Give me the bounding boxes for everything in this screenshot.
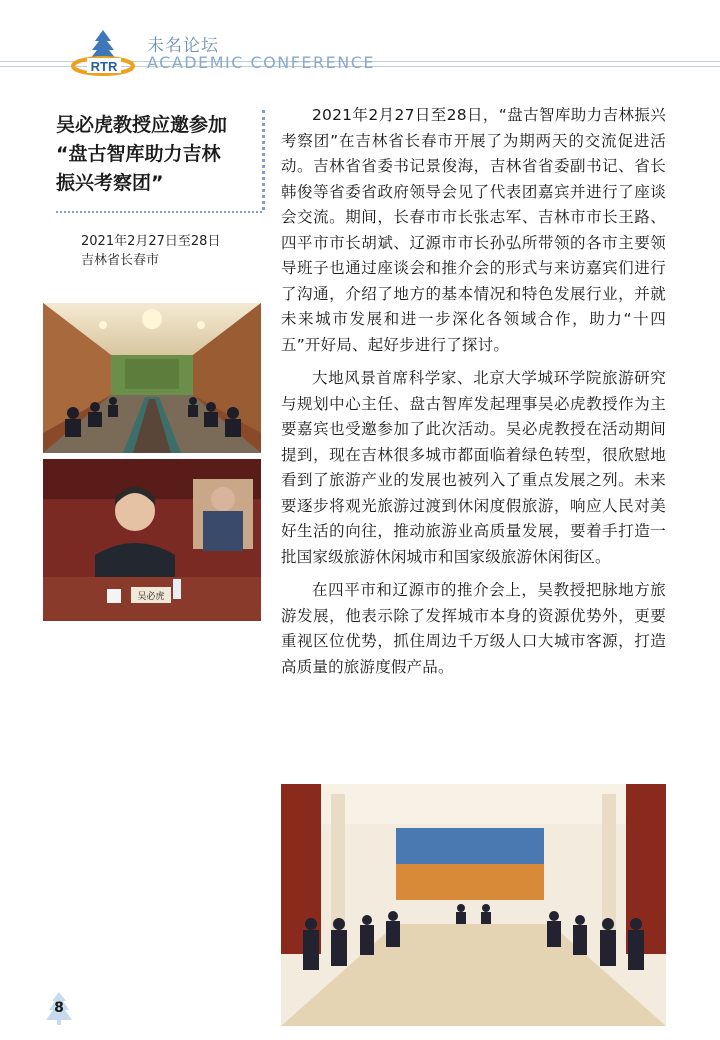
page-number-badge [44,992,74,1026]
title-line-3: 振兴考察团” [56,172,164,194]
nameplate-text: 吴必虎 [137,592,165,602]
photo-meeting-hall [43,303,261,453]
brand-english-name: ACADEMIC CONFERENCE [147,53,376,72]
article-title-block [56,111,256,198]
title-line-2: “盘古智库助力吉林 [56,143,221,165]
article-body [281,103,666,688]
title-dotted-divider-vertical [262,110,265,210]
photo-speaker-portrait [43,459,261,621]
article-meta [81,232,220,270]
body-paragraph-3: 在四平市和辽源市的推介会上，吴教授把脉地方旅游发展，他表示除了发挥城市本身的资源优势外，更要重视区位优势，抓住周边千万级人口大城市客源，打造高质量的旅游度假产品。 [281,581,666,676]
brand-chinese-name: 未名论坛 [147,36,219,56]
page-number: 8 [54,1000,64,1016]
title-dotted-divider-horizontal [56,211,262,213]
photo-reception-hall [281,784,666,1026]
article-location: 吉林省长春市 [81,253,160,268]
article-date: 2021年2月27日至28日 [81,234,221,249]
rtr-logo [70,28,136,76]
title-line-1: 吴必虎教授应邀参加 [56,114,228,136]
body-paragraph-2: 大地风景首席科学家、北京大学城环学院旅游研究与规划中心主任、盘古智库发起理事吴必虎教授作为主要嘉宾也受邀参加了此次活动。吴必虎教授在活动期间提到，现在吉林很多城市都面临着绿色转型，很欣慰地看到了旅游产业的发展也被列入了重点发展之列。未来要逐步将观光旅游过渡到休闲度假旅游，响应人民对美好生活的向往，推动旅游业高质量发展，要着手打造一批国家级旅游休闲城市和国家级旅游休闲街区。 [281,369,666,566]
article-title [56,111,256,198]
logo-text: RTR [90,59,118,74]
body-paragraph-1: 2021年2月27日至28日，“盘古智库助力吉林振兴考察团”在吉林省长春市开展了为期两天的交流促进活动。吉林省省委书记景俊海，吉林省省委副书记、省长韩俊等省委省政府领导会见了代表团嘉宾并进行了座谈会交流。期间，长春市市长张志军、吉林市市长王路、四平市市长胡斌、辽源市市长孙弘所带领的各市主要领导班子也通过座谈会和推介会的形式与来访嘉宾们进行了沟通，介绍了地方的基本情况和特色发展行业，并就未来城市发展和进一步深化各领域合作，助力“十四五”开好局、起好步进行了探讨。 [281,106,666,354]
